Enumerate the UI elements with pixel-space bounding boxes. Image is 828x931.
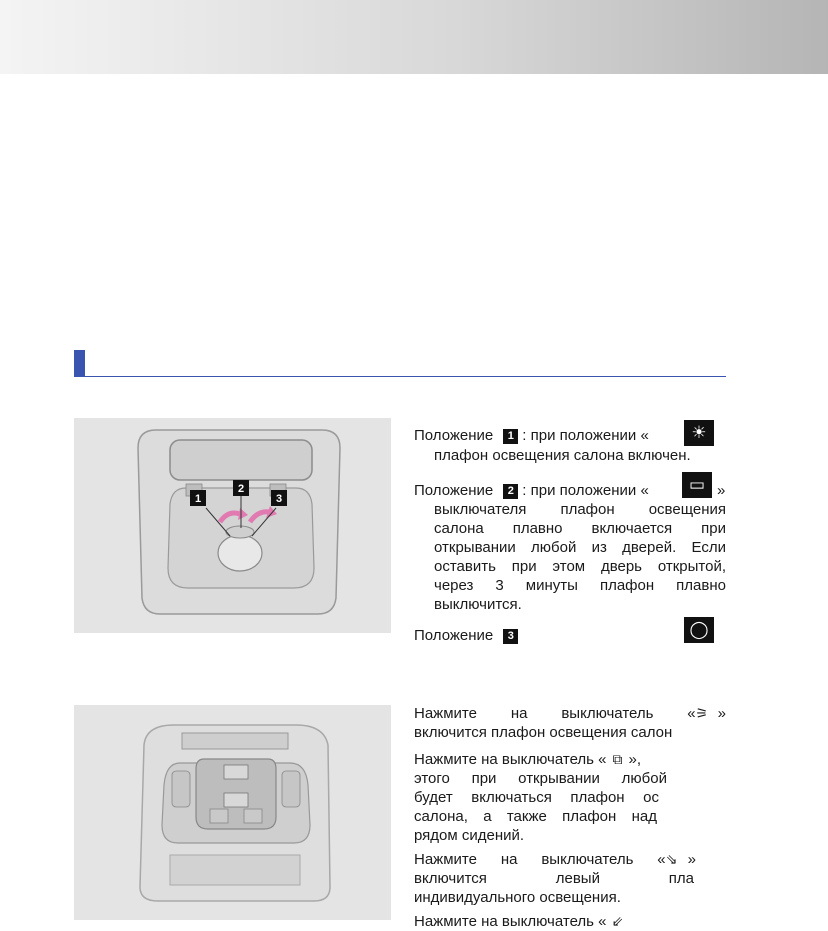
quote-close: » [687, 851, 696, 868]
position-label: Положение [414, 627, 494, 644]
position-label: Положение [414, 482, 494, 499]
door-auto-icon: ⧉ [612, 751, 623, 767]
left-map-light-last-line: индивидуального освещения. [414, 889, 621, 906]
instruction-text: Нажмите на выключатель « [414, 851, 666, 868]
section-divider [74, 376, 726, 377]
position-2-line: выключателя плафон освещения [434, 501, 726, 518]
door-auto-line [414, 750, 674, 769]
door-auto-line: будет включаться плафон ос [414, 789, 659, 806]
position-number-2: 2 [503, 484, 518, 499]
dome-light-on-icon: ☀ [684, 420, 714, 446]
dome-light-figure [74, 418, 391, 633]
position-number-3: 3 [503, 629, 518, 644]
left-map-light-line-2: включится левый пла [414, 870, 694, 887]
left-map-light-icon: ⇘ [665, 851, 678, 867]
instruction-text: Нажмите на выключатель « [414, 751, 607, 768]
section-marker [74, 350, 85, 377]
position-label: Положение [414, 427, 494, 444]
position-2-paragraph [414, 481, 726, 500]
overhead-console-figure [74, 705, 391, 920]
door-auto-line: салона, а также плафон над [414, 808, 657, 825]
quote-close: » [717, 705, 726, 722]
position-2-last-line: выключится. [434, 596, 522, 613]
position-3-paragraph [414, 626, 726, 645]
figure-callout-3: 3 [275, 493, 283, 505]
interior-light-line-2: включится плафон освещения салон [414, 724, 673, 741]
left-map-light-line [414, 850, 696, 869]
door-mode-icon: ▭ [682, 472, 712, 498]
door-auto-last-line: рядом сидений. [414, 827, 525, 844]
right-map-light-line [414, 912, 704, 931]
instruction-text: Нажмите на выключатель « [414, 913, 607, 930]
position-2-line: через 3 минуты плафон плавно [434, 577, 726, 594]
position-2-line: оставить при этом дверь открытой, [434, 558, 726, 575]
quote-close: », [628, 751, 642, 768]
figure-callout-2: 2 [237, 483, 245, 495]
position-1-text: : при положении « [522, 427, 649, 444]
page-header-band [0, 0, 828, 74]
position-1-paragraph [414, 426, 726, 445]
position-2-text: : при положении « [522, 482, 649, 499]
instruction-text: Нажмите на выключатель « [414, 705, 696, 722]
figure-callout-1: 1 [194, 493, 202, 505]
interior-light-icon: ⚞ [695, 705, 709, 721]
position-1-continuation: плафон освещения салона включен. [434, 447, 691, 464]
door-auto-line: этого при открывании любой [414, 770, 667, 787]
quote-close: » [717, 482, 726, 499]
position-number-1: 1 [503, 429, 518, 444]
position-2-line: салона плавно включается при [434, 520, 726, 537]
right-map-light-icon: ⇙ [611, 913, 624, 929]
interior-light-line [414, 704, 726, 723]
position-2-line: открывании любой из дверей. Если [434, 539, 726, 556]
off-icon: ◯ [684, 617, 714, 643]
